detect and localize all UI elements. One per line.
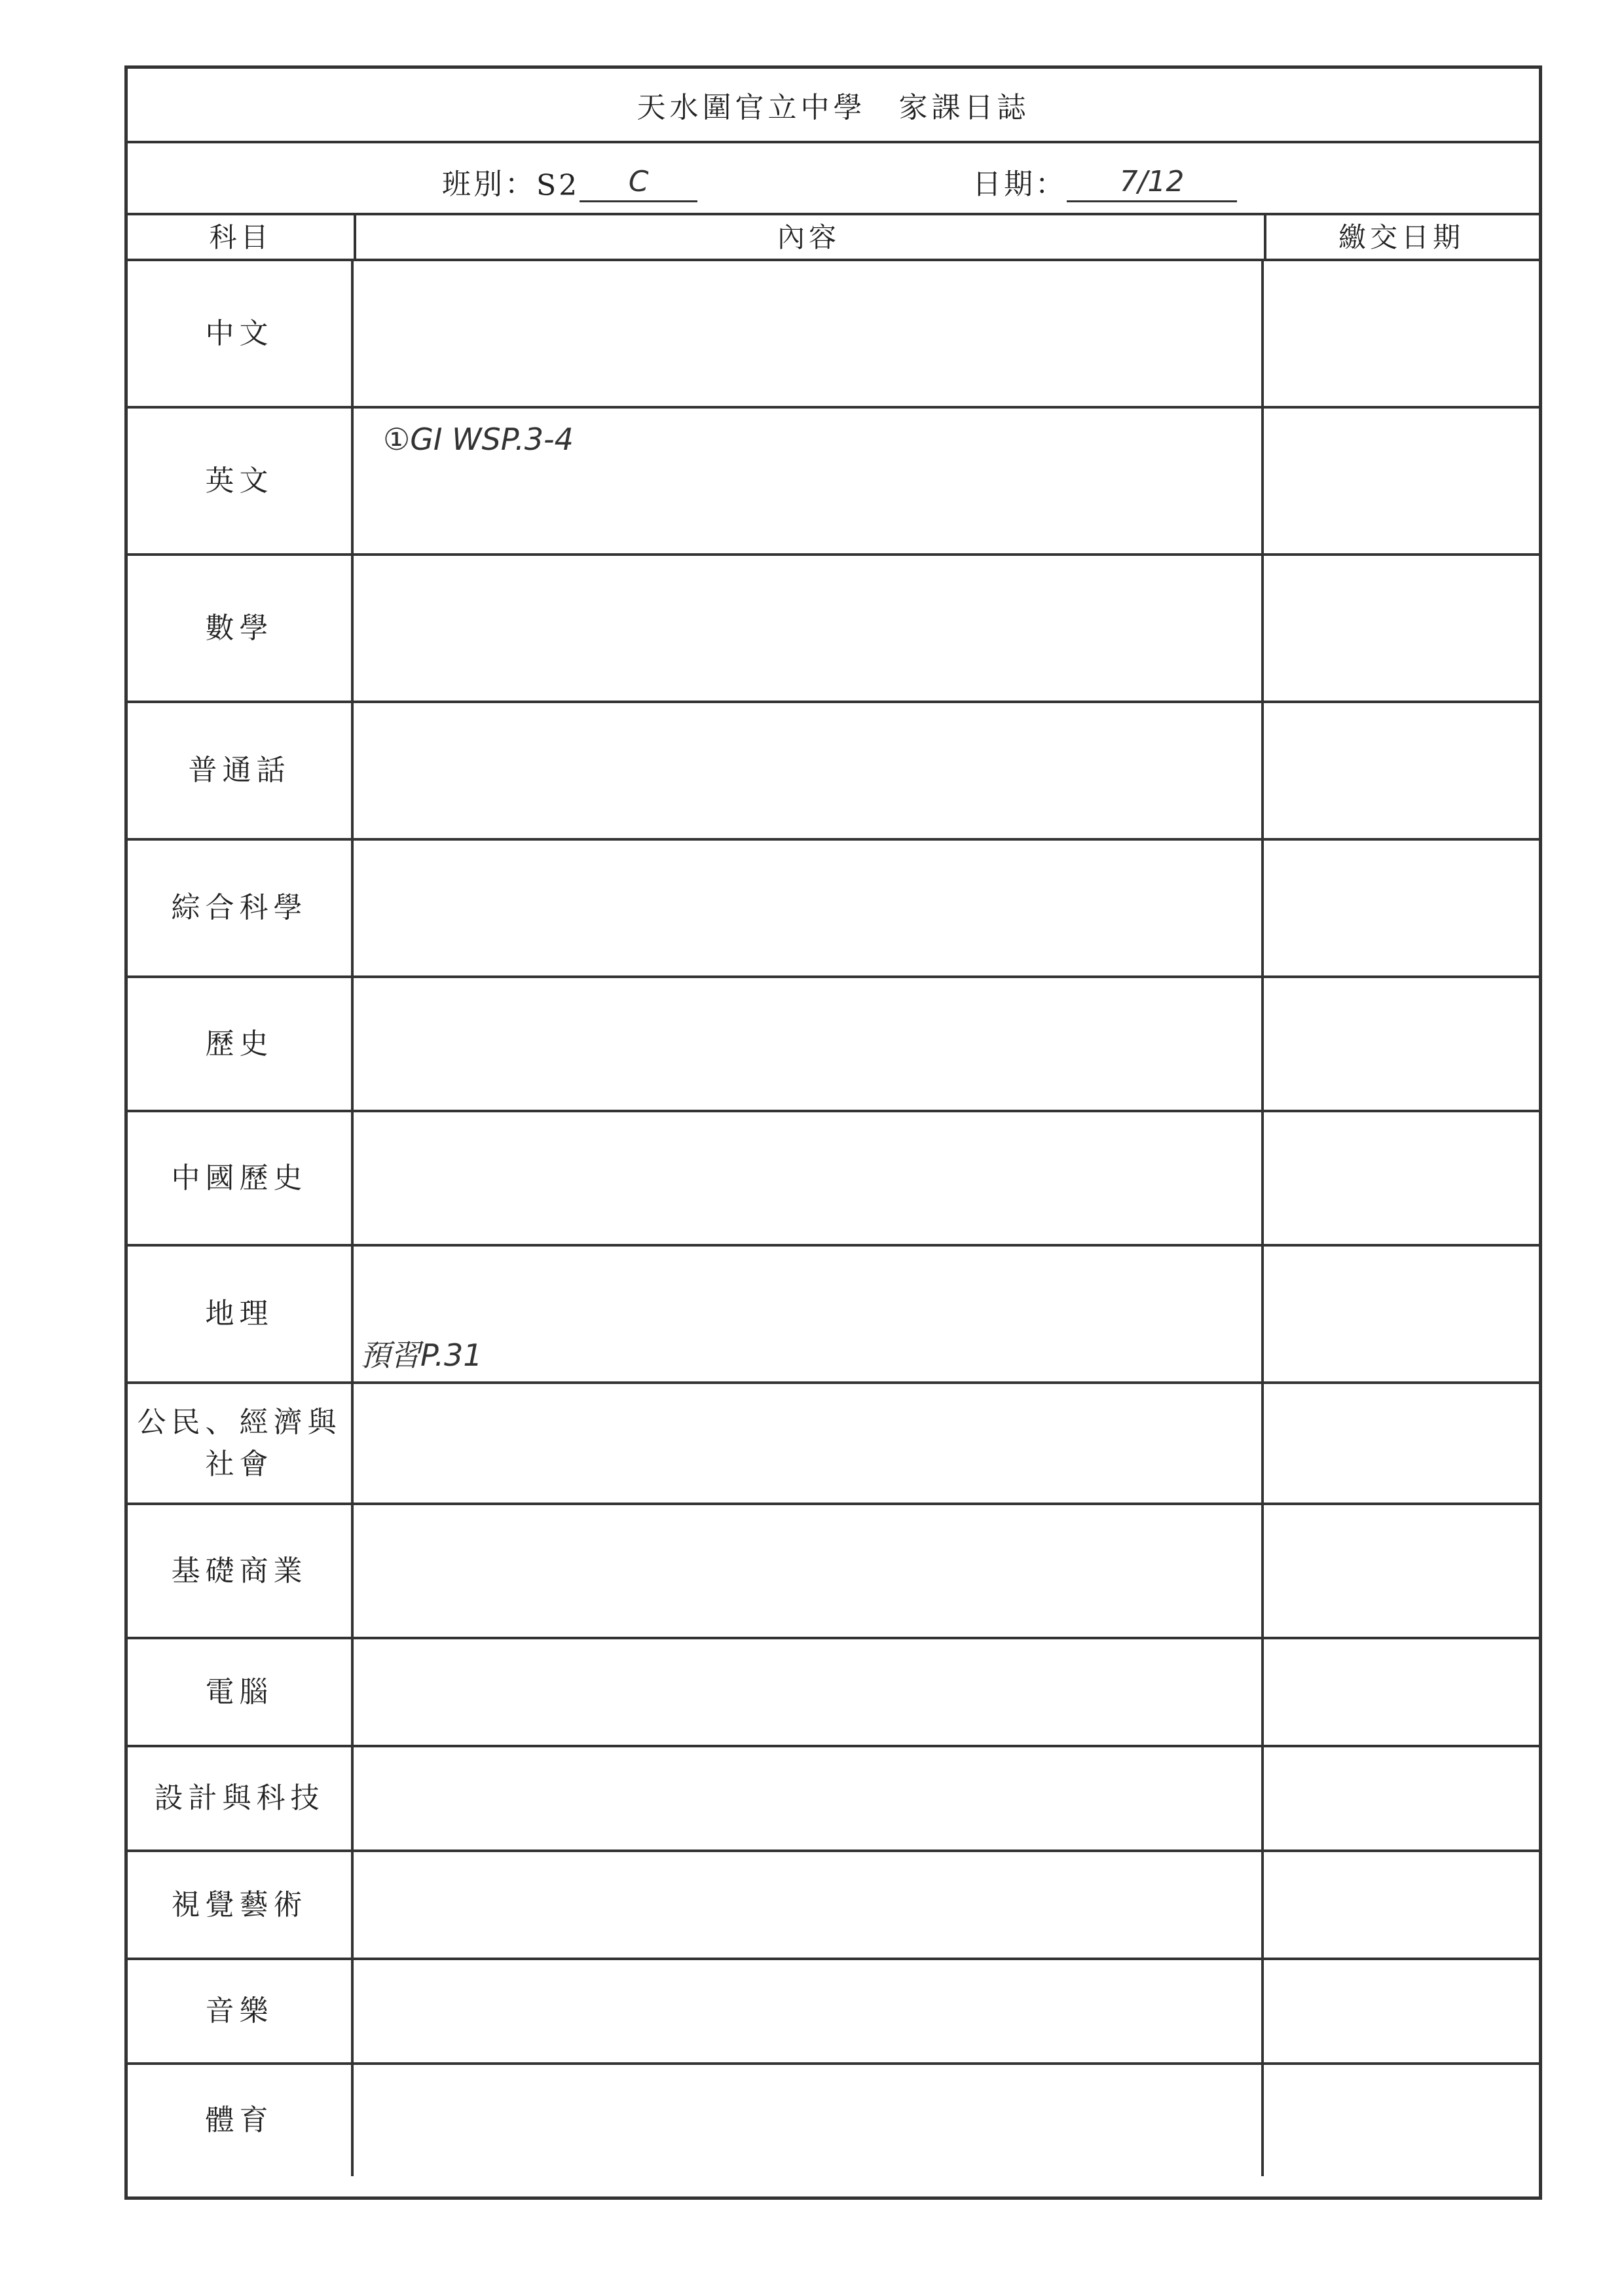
form-title: 天水圍官立中學 家課日誌 [128,69,1539,143]
homework-diary-form [124,65,1542,2200]
due-date-cell[interactable] [1264,1747,1539,1850]
content-cell[interactable] [354,703,1264,838]
header-due-date: 繳交日期 [1338,221,1464,253]
table-row [128,978,1539,1112]
content-cell[interactable] [354,978,1264,1110]
subject-cell: 歷史 [128,978,354,1110]
content-cell[interactable] [354,409,1264,553]
content-cell[interactable] [354,1247,1264,1381]
content-cell[interactable] [354,1384,1264,1503]
subject-cell: 普通話 [128,703,354,838]
table-row [128,1384,1539,1505]
subject-cell: 公民、經濟與社會 [128,1384,354,1503]
info-row [128,141,1539,215]
subject-cell: 地理 [128,1247,354,1381]
due-date-cell[interactable] [1264,1852,1539,1958]
due-date-cell[interactable] [1264,261,1539,406]
table-row [128,1639,1539,1747]
content-cell[interactable] [354,261,1264,406]
table-row [128,556,1539,703]
due-date-cell[interactable] [1264,556,1539,701]
content-cell[interactable] [354,841,1264,975]
homework-entry: 預習P.31 [360,1338,483,1373]
date-value: 7/12 [1067,164,1237,202]
table-row [128,2065,1539,2176]
subject-cell: 視覺藝術 [128,1852,354,1958]
due-date-cell[interactable] [1264,1112,1539,1244]
due-date-cell[interactable] [1264,2065,1539,2176]
homework-entry: ①GI WSP.3-4 [383,422,574,457]
table-row [128,703,1539,841]
date-label: 日期： [972,168,1067,201]
subject-cell: 中國歷史 [128,1112,354,1244]
subject-cell: 設計與科技 [128,1747,354,1850]
content-cell[interactable] [354,556,1264,701]
content-cell[interactable] [354,1112,1264,1244]
due-date-cell[interactable] [1264,841,1539,975]
content-cell[interactable] [354,2065,1264,2176]
subject-cell: 數學 [128,556,354,701]
content-cell[interactable] [354,1639,1264,1745]
subject-cell: 音樂 [128,1960,354,2062]
homework-table [128,213,1539,2196]
due-date-cell[interactable] [1264,703,1539,838]
content-cell[interactable] [354,1960,1264,2062]
due-date-cell[interactable] [1264,1639,1539,1745]
table-row [128,841,1539,978]
subject-cell: 電腦 [128,1639,354,1745]
subject-cell: 體育 [128,2065,354,2176]
due-date-cell[interactable] [1264,1505,1539,1637]
subject-cell: 基礎商業 [128,1505,354,1637]
due-date-cell[interactable] [1264,1960,1539,2062]
class-value: C [580,164,697,202]
table-row [128,1960,1539,2065]
table-row [128,1747,1539,1852]
table-body [128,261,1539,2196]
content-cell[interactable] [354,1747,1264,1850]
table-row [128,1112,1539,1247]
subject-cell: 綜合科學 [128,841,354,975]
table-row [128,1247,1539,1384]
class-field [442,160,697,202]
subject-cell: 英文 [128,409,354,553]
header-subject: 科目 [128,213,356,259]
header-content: 內容 [354,213,1266,259]
content-cell[interactable] [354,1505,1264,1637]
table-row [128,1505,1539,1639]
subject-cell: 中文 [128,261,354,406]
class-prefix: S2 [536,169,580,202]
date-field [972,160,1237,202]
table-row [128,1852,1539,1960]
due-date-cell[interactable] [1264,1247,1539,1381]
table-header [128,213,1539,261]
table-row [128,409,1539,556]
table-row [128,261,1539,409]
due-date-cell[interactable] [1264,1384,1539,1503]
class-label: 班別： [442,168,536,201]
due-date-cell[interactable] [1264,409,1539,553]
due-date-cell[interactable] [1264,978,1539,1110]
content-cell[interactable] [354,1852,1264,1958]
